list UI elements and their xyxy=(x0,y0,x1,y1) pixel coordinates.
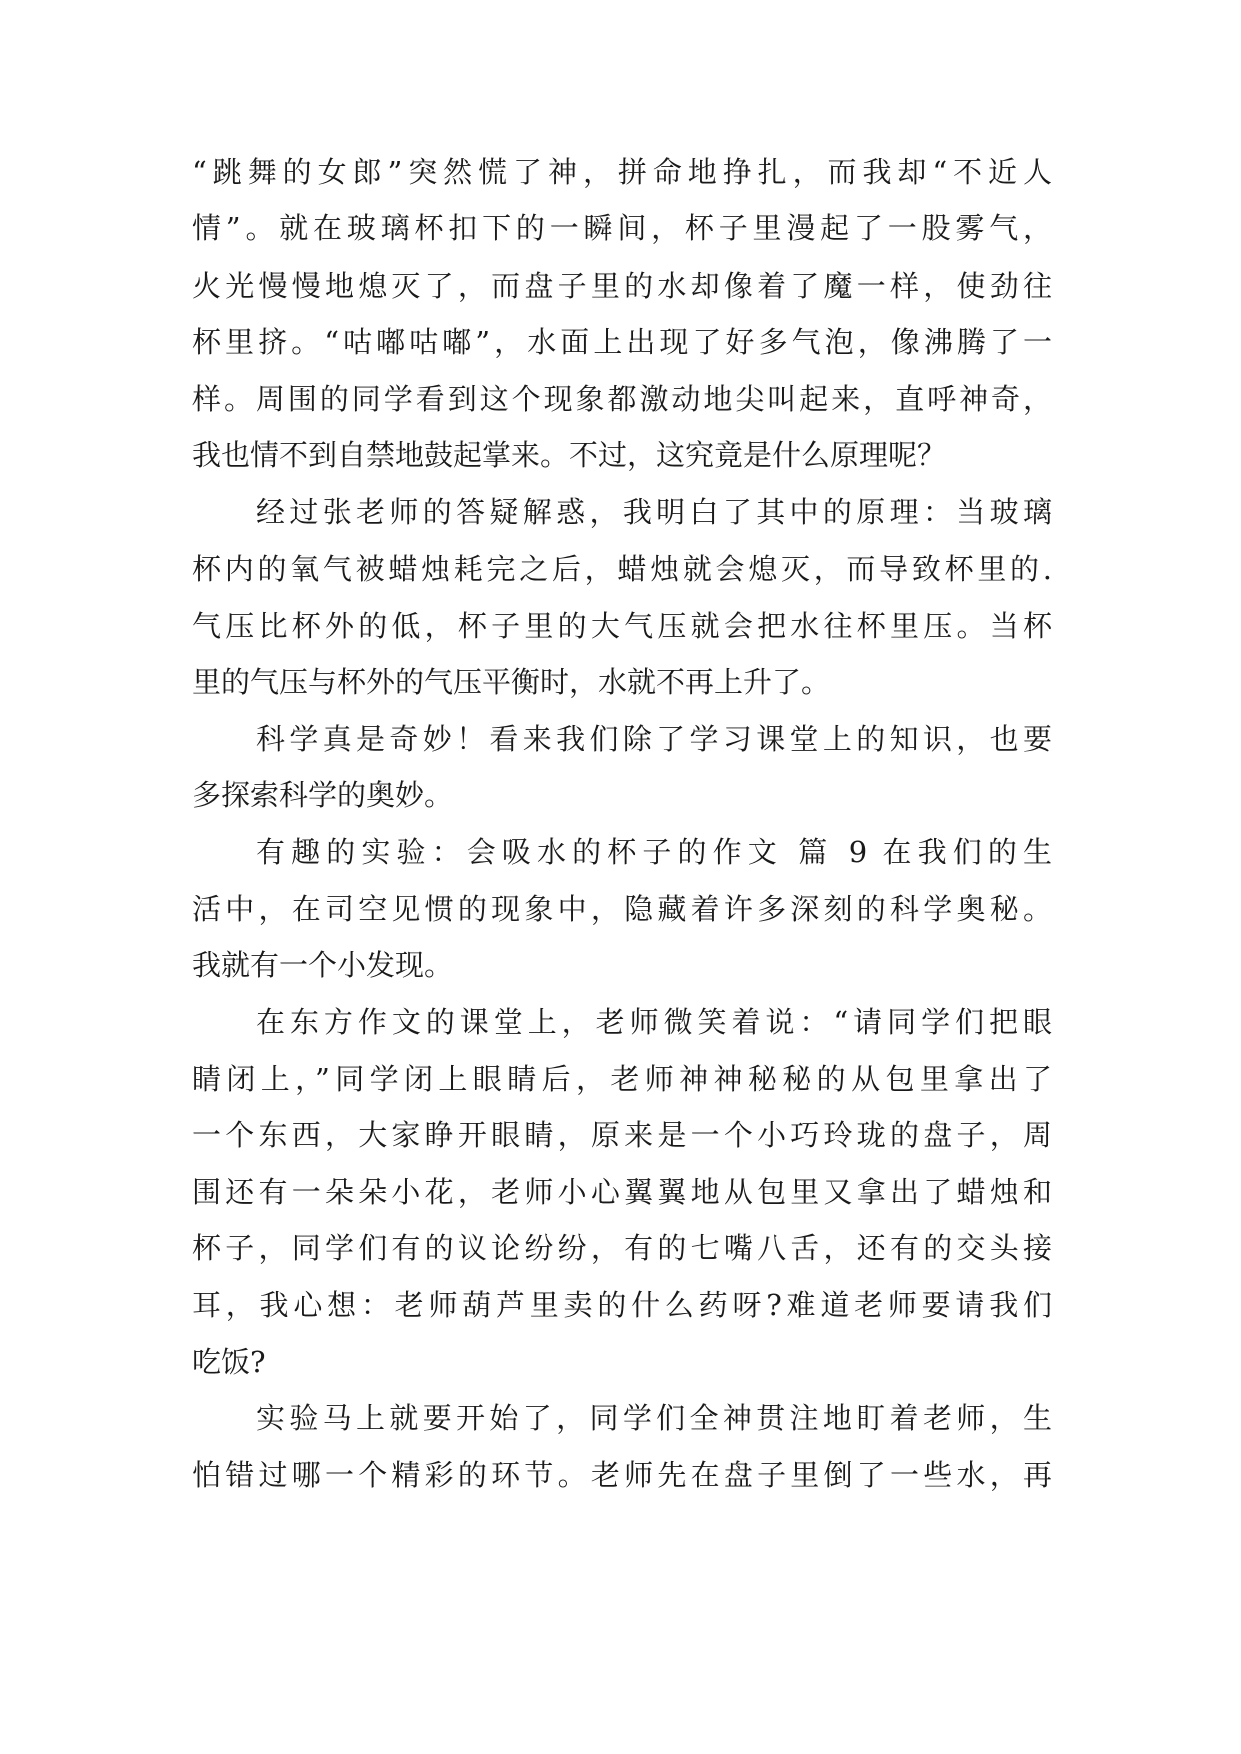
text-line: 怕错过哪一个精彩的环节。老师先在盘子里倒了一些水，再 xyxy=(192,1458,1052,1492)
text-line: “跳舞的女郎”突然慌了神，拼命地挣扎，而我却“不近人 xyxy=(192,155,1052,189)
text-line: 杯内的氧气被蜡烛耗完之后，蜡烛就会熄灭，而导致杯里的. xyxy=(192,552,1052,586)
text-line: 情”。就在玻璃杯扣下的一瞬间，杯子里漫起了一股雾气， xyxy=(192,211,1052,245)
text-line: 杯子，同学们有的议论纷纷，有的七嘴八舌，还有的交头接 xyxy=(192,1231,1052,1265)
paragraph-first-line: 科学真是奇妙！看来我们除了学习课堂上的知识，也要 xyxy=(256,722,1052,756)
paragraph-first-line: 经过张老师的答疑解惑，我明白了其中的原理：当玻璃 xyxy=(256,495,1052,529)
text-line: 杯里挤。“咕嘟咕嘟”，水面上出现了好多气泡，像沸腾了一 xyxy=(192,325,1052,359)
text-line: 耳，我心想：老师葫芦里卖的什么药呀?难道老师要请我们 xyxy=(192,1288,1052,1322)
text-line: 我就有一个小发现。 xyxy=(192,948,454,982)
paragraph-first-line: 在东方作文的课堂上，老师微笑着说：“请同学们把眼 xyxy=(256,1005,1052,1039)
text-line: 多探索科学的奥妙。 xyxy=(192,778,454,812)
text-line: 我也情不到自禁地鼓起掌来。不过，这究竟是什么原理呢？ xyxy=(192,438,947,472)
paragraph-first-line: 实验马上就要开始了，同学们全神贯注地盯着老师，生 xyxy=(256,1401,1052,1435)
text-line: 气压比杯外的低，杯子里的大气压就会把水往杯里压。当杯 xyxy=(192,609,1052,643)
text-line: 样。周围的同学看到这个现象都激动地尖叫起来，直呼神奇， xyxy=(192,382,1052,416)
text-line: 火光慢慢地熄灭了，而盘子里的水却像着了魔一样，使劲往 xyxy=(192,269,1052,303)
text-line: 睛闭上，”同学闭上眼睛后，老师神神秘秘的从包里拿出了 xyxy=(192,1062,1052,1096)
text-line: 围还有一朵朵小花，老师小心翼翼地从包里又拿出了蜡烛和 xyxy=(192,1175,1052,1209)
section-heading-line: 有趣的实验：会吸水的杯子的作文 篇 9 在我们的生 xyxy=(256,835,1052,869)
text-line: 一个东西，大家睁开眼睛，原来是一个小巧玲珑的盘子，周 xyxy=(192,1118,1052,1152)
text-line: 吃饭? xyxy=(192,1345,266,1379)
text-line: 里的气压与杯外的气压平衡时，水就不再上升了。 xyxy=(192,665,831,699)
text-line: 活中，在司空见惯的现象中，隐藏着许多深刻的科学奥秘。 xyxy=(192,892,1052,926)
